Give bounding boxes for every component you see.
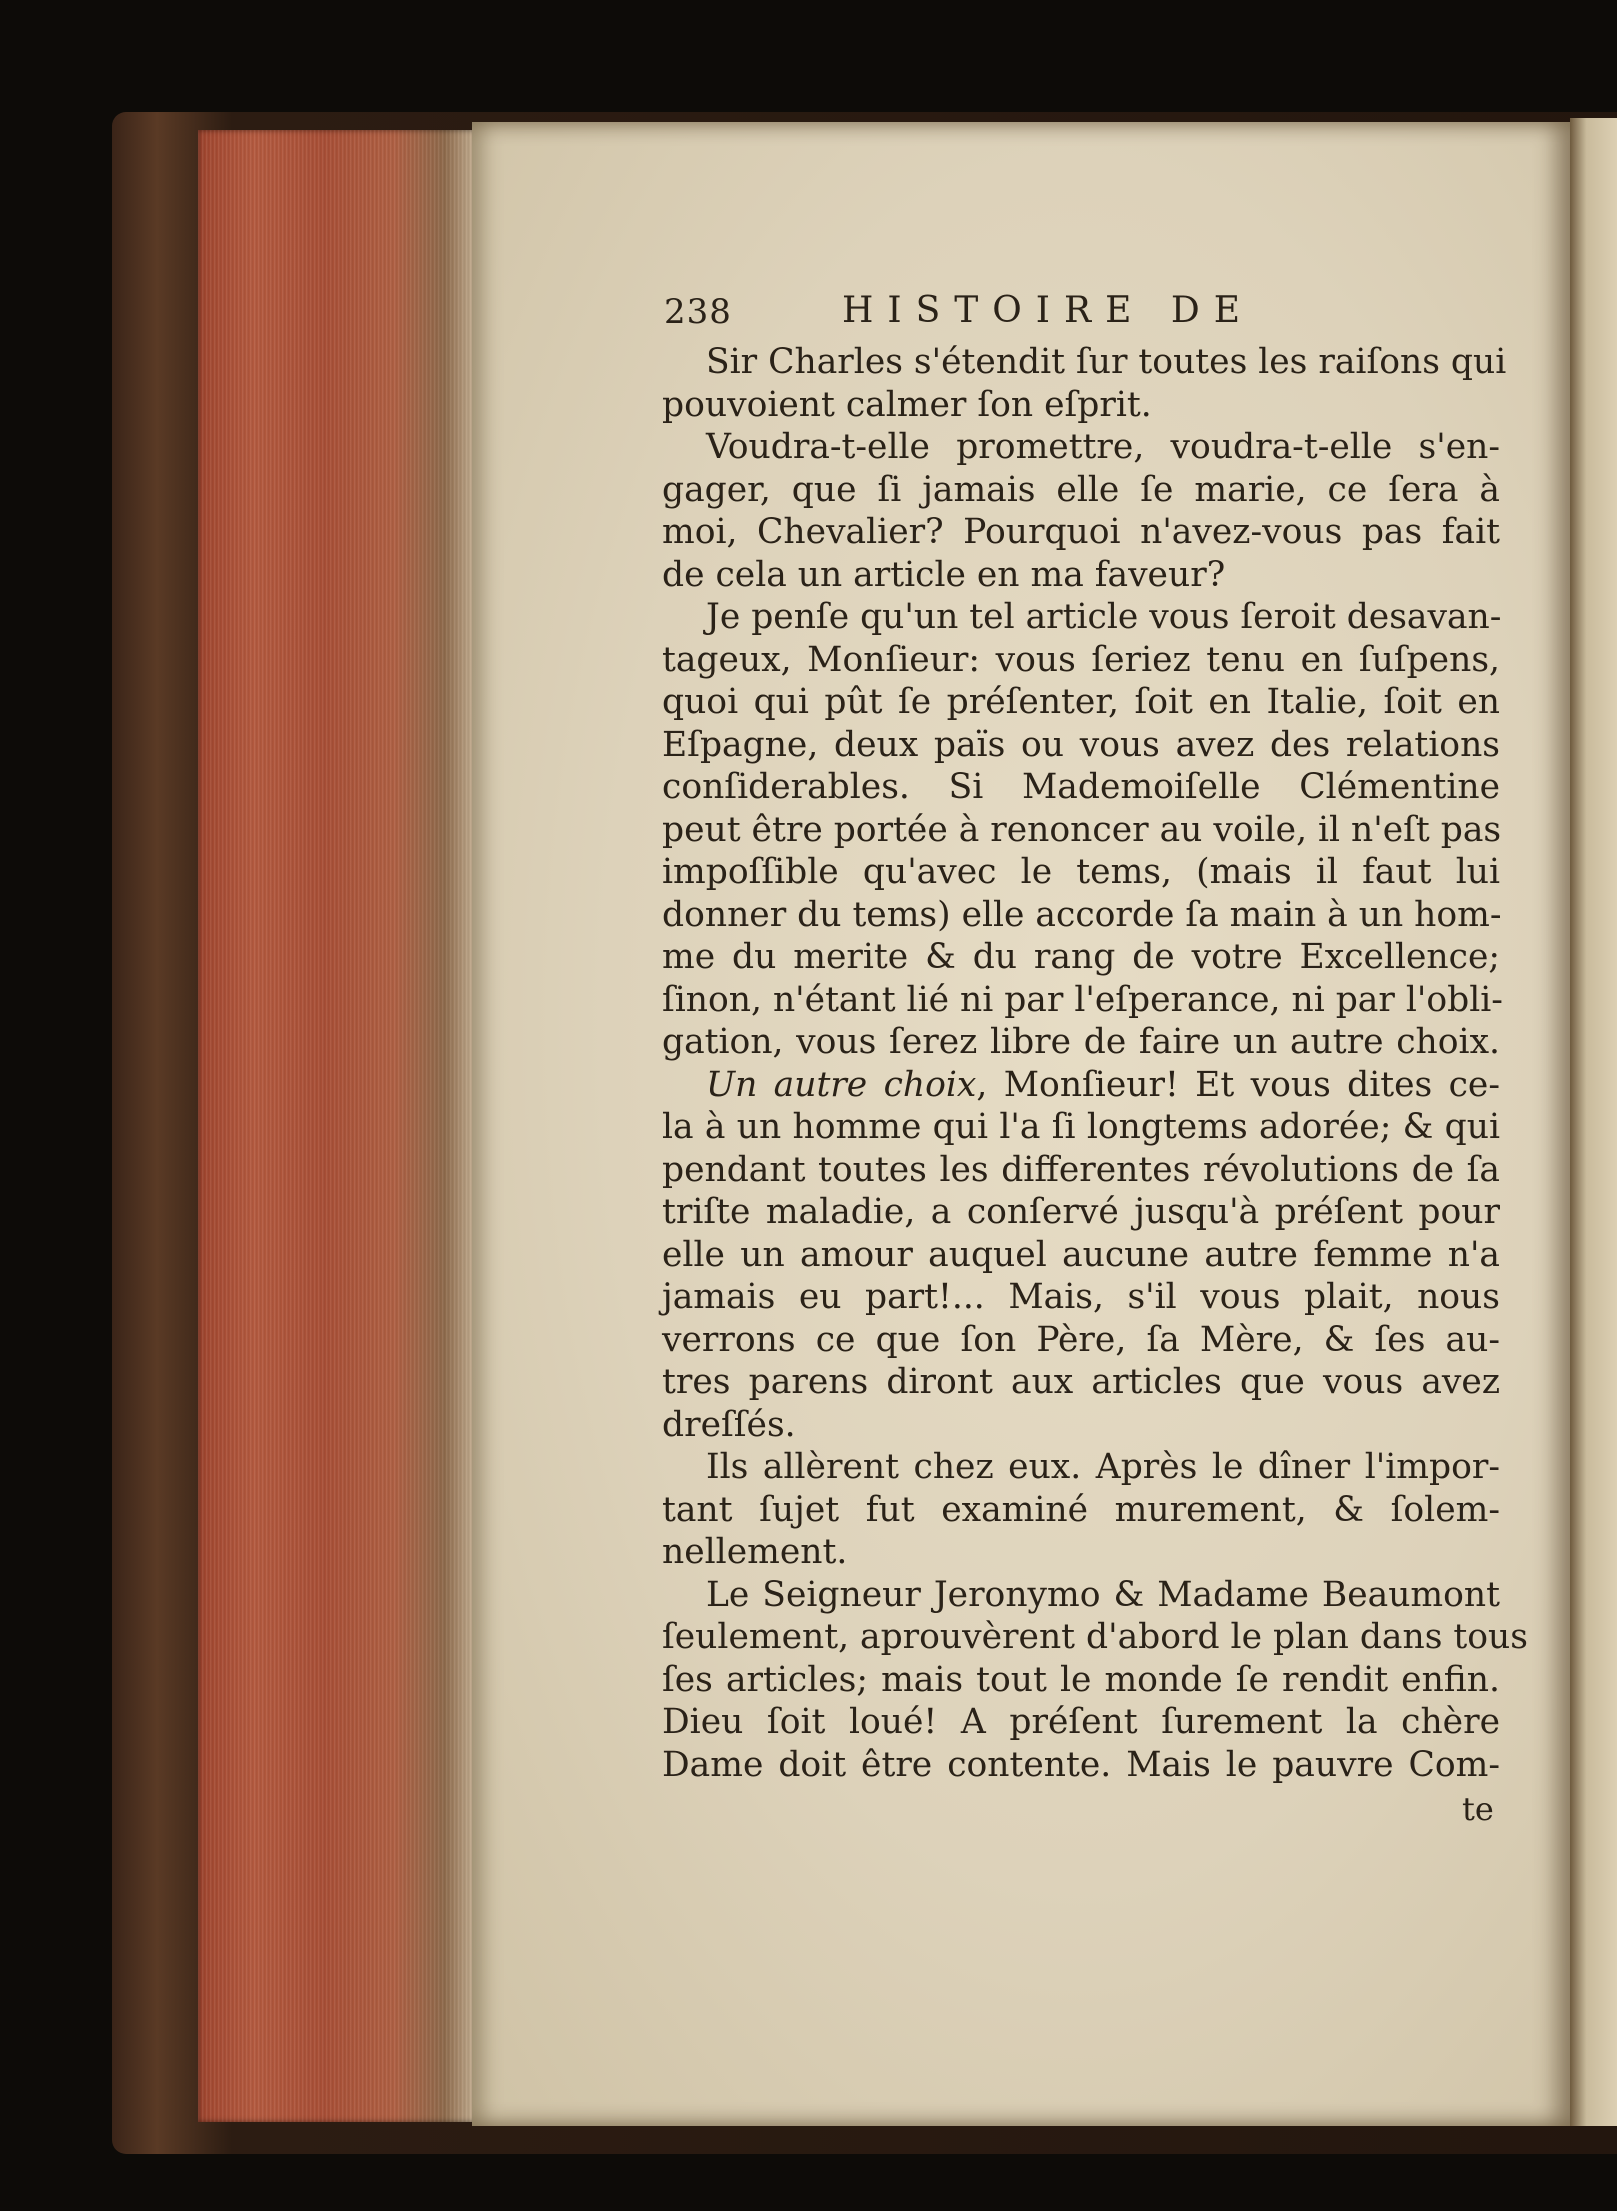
text-line: tant ſujet fut examiné murement, & ſolem- — [662, 1489, 1500, 1530]
text-line: ſeulement, aprouvèrent d'abord le plan dans tous — [662, 1617, 1528, 1657]
text-line: Ils allèrent chez eux. Après le dîner l'impor- — [706, 1447, 1500, 1487]
page-block-edges — [198, 130, 478, 2122]
text-line: de cela un article en ma faveur? — [662, 554, 1226, 595]
text-line: quoi qui pût ſe préſenter, ſoit en Italie, ſoit en — [662, 682, 1500, 722]
running-title: HISTOIRE DE — [842, 290, 1254, 331]
text-line: pendant toutes les differentes révolutions de ſa — [662, 1149, 1500, 1190]
text-line: peut être portée à renoncer au voile, il n'eſt pas — [662, 809, 1502, 850]
text-line: pouvoient calmer ſon eſprit. — [662, 384, 1152, 425]
italic-phrase: Un autre choix — [706, 1064, 977, 1105]
text-line: gation, vous ſerez libre de faire un autre choix. — [662, 1022, 1500, 1062]
text-line: verrons ce que ſon Père, ſa Mère, & ſes au- — [662, 1319, 1500, 1360]
text-line: tres parens diront aux articles que vous avez — [662, 1362, 1500, 1402]
catchword: te — [1462, 1790, 1494, 1828]
text-line: Le Seigneur Jeronymo & Madame Beaumont — [706, 1574, 1500, 1615]
page-text — [662, 290, 1528, 1787]
text-line: moi, Chevalier? Pourquoi n'avez-vous pas fait — [662, 512, 1500, 552]
facing-page-edge — [1570, 118, 1617, 2126]
text-line: ſes articles; mais tout le monde ſe rendit enfin. — [662, 1659, 1500, 1700]
text-line: impoſſible qu'avec le tems, (mais il faut lui — [662, 852, 1500, 892]
text-line: me du merite & du rang de votre Excellence; — [662, 937, 1500, 977]
text-line: tageux, Monſieur: vous ſeriez tenu en ſuſpens, — [662, 639, 1500, 680]
text-line: elle un amour auquel aucune autre femme n'a — [662, 1234, 1500, 1275]
text-line: jamais eu part!... Mais, s'il vous plait, nous — [662, 1277, 1500, 1317]
text-line: Dame doit être contente. Mais le pauvre Com- — [662, 1744, 1500, 1785]
text-line: gager, que ſi jamais elle ſe marie, ce ſera à — [662, 469, 1500, 510]
text-line: nellement. — [662, 1532, 848, 1572]
text-line: Je penſe qu'un tel article vous ſeroit desavan- — [706, 597, 1502, 637]
text-line: conſiderables. Si Mademoiſelle Clémentine — [662, 767, 1500, 807]
text-line: donner du tems) elle accorde ſa main à un hom- — [662, 894, 1502, 935]
body-text — [662, 342, 1528, 1787]
text-line: Un autre choix, Monſieur! Et vous dites ce- — [706, 1064, 1500, 1105]
text-line: triſte maladie, a conſervé jusqu'à préſent pour — [662, 1192, 1500, 1232]
text-line: Dieu ſoit loué! A préſent ſurement la chère — [662, 1702, 1500, 1742]
text-line: dreſſés. — [662, 1404, 796, 1445]
running-head — [662, 290, 1500, 338]
text-line: Voudra-t-elle promettre, voudra-t-elle s'en- — [706, 427, 1500, 467]
text-line: Eſpagne, deux païs ou vous avez des relations — [662, 724, 1500, 765]
page-number: 238 — [664, 292, 732, 332]
text-line: la à un homme qui l'a ſi longtems adorée; & qui — [662, 1107, 1500, 1147]
text-line: Sir Charles s'étendit ſur toutes les raiſons qui — [706, 342, 1507, 382]
text-line: ſinon, n'étant lié ni par l'eſperance, ni par l'obli- — [662, 979, 1503, 1020]
